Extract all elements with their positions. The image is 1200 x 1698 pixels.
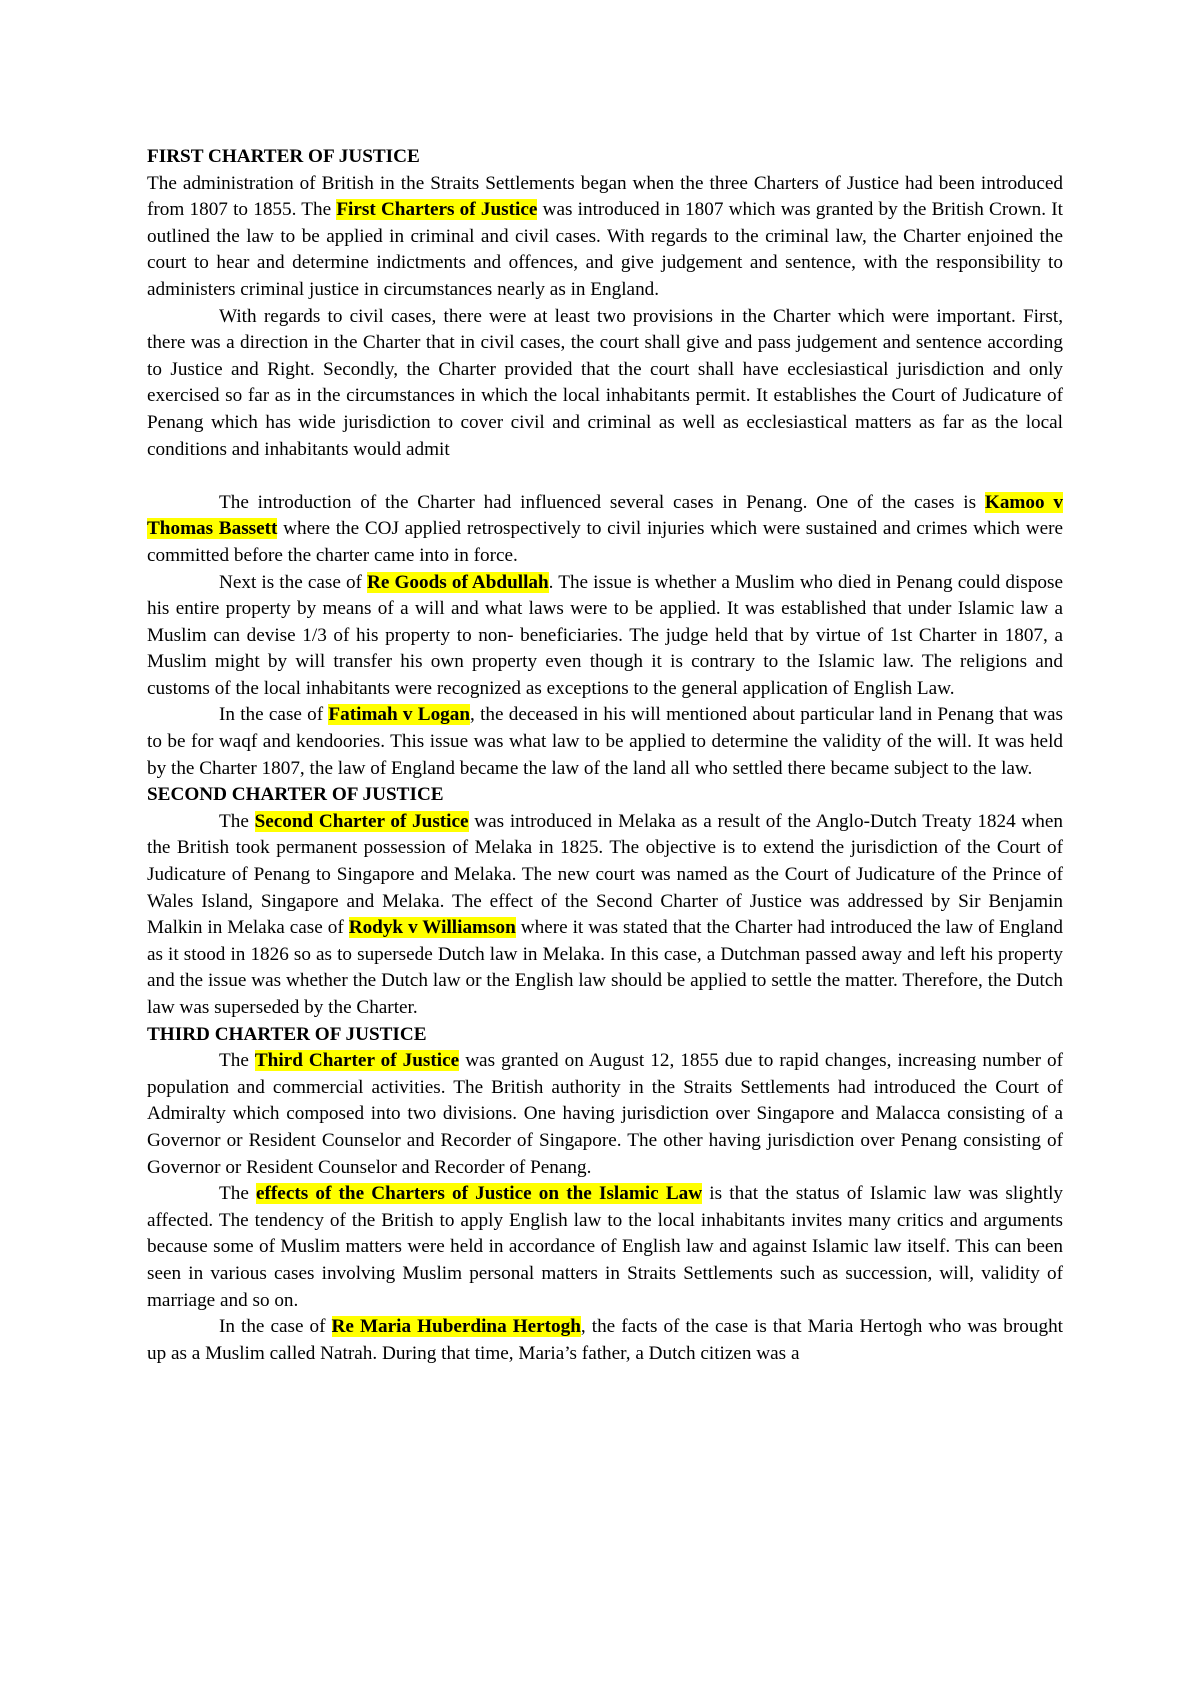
paragraph-text: was introduced in 1807 which was granted by the British Crown. It outlined the law to be applied in criminal and civil cases. With regards to the criminal law, the Charter enjoined the court to hear and determine indictments and offences, and give judgement and sentence, with the responsibility to administers criminal justice in circumstances nearly as in England. (147, 199, 1063, 300)
paragraph-text: where it was stated that the Charter had introduced the law of England as it stood in 1826 so as to supersede Dutch law in Melaka. In this case, a Dutchman passed away and left his property and the issue was whether the Dutch law or the English law should be applied to settle the matter. Therefore, the Dutch law was superseded by the Charter. (147, 917, 1064, 1018)
section-heading: THIRD CHARTER OF JUSTICE (147, 1023, 427, 1045)
document-page (147, 144, 1063, 1367)
highlighted-term: Rodyk v Williamson (348, 917, 516, 939)
paragraph-spacer (147, 463, 1063, 490)
paragraph-text: With regards to civil cases, there were at least two provisions in the Charter which were important. First, there was a direction in the Charter that in civil cases, the court shall give and pass judgement and sentence according to Justice and Right. Secondly, the Charter provided that the court shall have ecclesiastical jurisdiction and only exercised so far as in the circumstances in which the local inhabitants permit. It establishes the Court of Judicature of Penang which has wide jurisdiction to cover civil and criminal as well as ecclesiastical matters as far as the local conditions and inhabitants would admit (147, 305, 1063, 460)
paragraph-text: , the deceased in his will mentioned about particular land in Penang that was to be for waqf and kendoories. This issue was what law to be applied to determine the validity of the will. It was held by the Charter 1807, the law of England became the law of the land all who settled there became subject to the law. (147, 704, 1064, 779)
highlighted-term: Second Charter of Justice (254, 810, 469, 832)
body-paragraph (147, 809, 1063, 1022)
highlighted-term: First Charters of Justice (336, 199, 538, 221)
highlighted-term: Third Charter of Justice (254, 1050, 460, 1072)
body-paragraph (147, 490, 1063, 570)
paragraph-text: Next is the case of (219, 571, 368, 593)
body-paragraph (147, 702, 1063, 782)
body-paragraph (147, 171, 1063, 304)
paragraph-text: The introduction of the Charter had influenced several cases in Penang. One of the cases is (219, 491, 985, 513)
paragraph-text: The administration of British in the Straits Settlements began when the three Charters of Justice had been introduced from 1807 to 1855. The (147, 172, 1063, 221)
highlighted-term: Fatimah v Logan (328, 704, 471, 726)
highlighted-term: Re Goods of Abdullah (367, 571, 549, 593)
highlighted-term: Re Maria Huberdina Hertogh (331, 1316, 581, 1338)
paragraph-text: The (219, 1050, 255, 1072)
highlighted-term: effects of the Charters of Justice on the Islamic Law (256, 1183, 703, 1205)
section-heading: FIRST CHARTER OF JUSTICE (147, 146, 420, 167)
body-paragraph (147, 570, 1063, 703)
paragraph-text: The (219, 1183, 257, 1205)
highlighted-term: Kamoo v Thomas Bassett (147, 491, 1063, 540)
paragraph-text: The (219, 810, 255, 832)
paragraph-text: where the COJ applied retrospectively to civil injuries which were sustained and crimes which were committed before the charter came into in force. (147, 518, 1063, 566)
paragraph-text: is that the status of Islamic law was slightly affected. The tendency of the British to apply English law to the local inhabitants invites many critics and arguments because some of Muslim matters were held in accordance of English law and against Islamic law itself. This can been seen in various cases involving Muslim personal matters in Straits Settlements such as succession, will, validity of marriage and so on. (147, 1183, 1063, 1311)
paragraph-text: In the case of (219, 704, 329, 726)
section-heading: SECOND CHARTER OF JUSTICE (147, 784, 444, 806)
paragraph-text: , the facts of the case is that Maria Hertogh who was brought up as a Muslim called Natrah. During that time, Maria’s father, a Dutch citizen was a (147, 1316, 1063, 1364)
body-paragraph (147, 1314, 1063, 1367)
paragraph-text: In the case of (219, 1316, 332, 1338)
body-paragraph (147, 1181, 1063, 1314)
paragraph-text: . The issue is whether a Muslim who died in Penang could dispose his entire property by means of a will and what laws were to be applied. It was established that under Islamic law a Muslim can devise 1/3 of his property to non- beneficiaries. The judge held that by virtue of 1st Charter in 1807, a Muslim might by will transfer his own property even though it is contrary to the Islamic law. The religions and customs of the local inhabitants were recognized as exceptions to the general application of English Law. (147, 571, 1063, 699)
paragraph-text: was introduced in Melaka as a result of the Anglo-Dutch Treaty 1824 when the British took permanent possession of Melaka in 1825. The objective is to extend the jurisdiction of the Court of Judicature of Penang to Singapore and Melaka. The new court was named as the Court of Judicature of the Prince of Wales Island, Singapore and Melaka. The effect of the Second Charter of Justice was addressed by Sir Benjamin Malkin in Melaka case of (147, 810, 1063, 939)
paragraph-text: was granted on August 12, 1855 due to rapid changes, increasing number of population and commercial activities. The British authority in the Straits Settlements had introduced the Court of Admiralty which composed into two divisions. One having jurisdiction over Singapore and Malacca consisting of a Governor or Resident Counselor and Recorder of Singapore. The other having jurisdiction over Penang consisting of Governor or Resident Counselor and Recorder of Penang. (147, 1050, 1063, 1178)
body-paragraph (147, 1048, 1063, 1181)
body-paragraph (147, 304, 1063, 464)
